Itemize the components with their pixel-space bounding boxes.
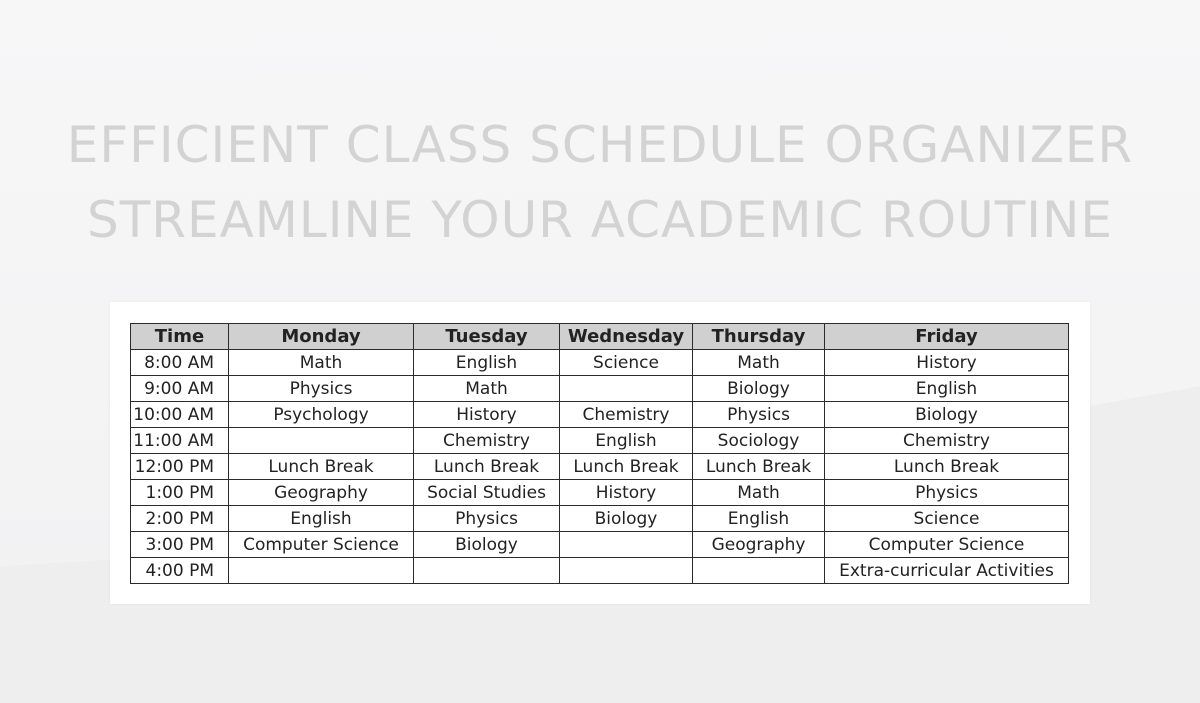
class-cell-tuesday: Social Studies [414,480,560,506]
time-cell: 1:00 PM [131,480,229,506]
class-cell-thursday: Math [693,480,825,506]
column-header-thursday: Thursday [693,324,825,350]
class-cell-tuesday: Biology [414,532,560,558]
time-cell: 10:00 AM [131,402,229,428]
table-row [131,558,1069,584]
schedule-card [110,302,1090,604]
class-cell-thursday: Physics [693,402,825,428]
class-cell-friday: Biology [825,402,1069,428]
class-cell-monday: Lunch Break [229,454,414,480]
class-cell-tuesday: Lunch Break [414,454,560,480]
class-cell-tuesday: Physics [414,506,560,532]
class-cell-thursday [693,558,825,584]
column-header-monday: Monday [229,324,414,350]
class-cell-friday: Physics [825,480,1069,506]
table-row [131,402,1069,428]
class-cell-thursday: Lunch Break [693,454,825,480]
table-row [131,532,1069,558]
table-row [131,480,1069,506]
class-cell-wednesday: English [560,428,693,454]
table-row [131,376,1069,402]
table-row [131,350,1069,376]
class-cell-tuesday: Chemistry [414,428,560,454]
class-cell-wednesday: Biology [560,506,693,532]
class-cell-monday: English [229,506,414,532]
class-cell-wednesday: Science [560,350,693,376]
table-row [131,506,1069,532]
class-cell-friday: Computer Science [825,532,1069,558]
schedule-header-row [131,324,1069,350]
table-row [131,454,1069,480]
class-cell-wednesday [560,532,693,558]
class-cell-thursday: English [693,506,825,532]
class-cell-friday: Chemistry [825,428,1069,454]
class-cell-friday: History [825,350,1069,376]
class-cell-monday: Psychology [229,402,414,428]
time-cell: 11:00 AM [131,428,229,454]
class-cell-thursday: Sociology [693,428,825,454]
class-cell-monday: Math [229,350,414,376]
column-header-wednesday: Wednesday [560,324,693,350]
class-cell-tuesday: Math [414,376,560,402]
class-cell-wednesday: History [560,480,693,506]
class-cell-tuesday: History [414,402,560,428]
class-cell-monday: Computer Science [229,532,414,558]
class-cell-wednesday: Lunch Break [560,454,693,480]
class-cell-friday: Lunch Break [825,454,1069,480]
time-cell: 4:00 PM [131,558,229,584]
class-cell-thursday: Math [693,350,825,376]
time-cell: 2:00 PM [131,506,229,532]
class-cell-monday [229,558,414,584]
class-cell-thursday: Geography [693,532,825,558]
class-cell-monday: Geography [229,480,414,506]
class-cell-monday [229,428,414,454]
time-cell: 8:00 AM [131,350,229,376]
column-header-time: Time [131,324,229,350]
schedule-table [130,323,1069,584]
page-title-line-1: EFFICIENT CLASS SCHEDULE ORGANIZER [66,116,1134,174]
class-cell-wednesday [560,376,693,402]
time-cell: 12:00 PM [131,454,229,480]
column-header-tuesday: Tuesday [414,324,560,350]
class-cell-tuesday: English [414,350,560,376]
class-cell-friday: Extra-curricular Activities [825,558,1069,584]
column-header-friday: Friday [825,324,1069,350]
time-cell: 3:00 PM [131,532,229,558]
class-cell-monday: Physics [229,376,414,402]
class-cell-thursday: Biology [693,376,825,402]
page-title-line-2: STREAMLINE YOUR ACADEMIC ROUTINE [86,191,1114,249]
class-cell-wednesday: Chemistry [560,402,693,428]
time-cell: 9:00 AM [131,376,229,402]
table-row [131,428,1069,454]
class-cell-tuesday [414,558,560,584]
class-cell-friday: English [825,376,1069,402]
class-cell-friday: Science [825,506,1069,532]
class-cell-wednesday [560,558,693,584]
